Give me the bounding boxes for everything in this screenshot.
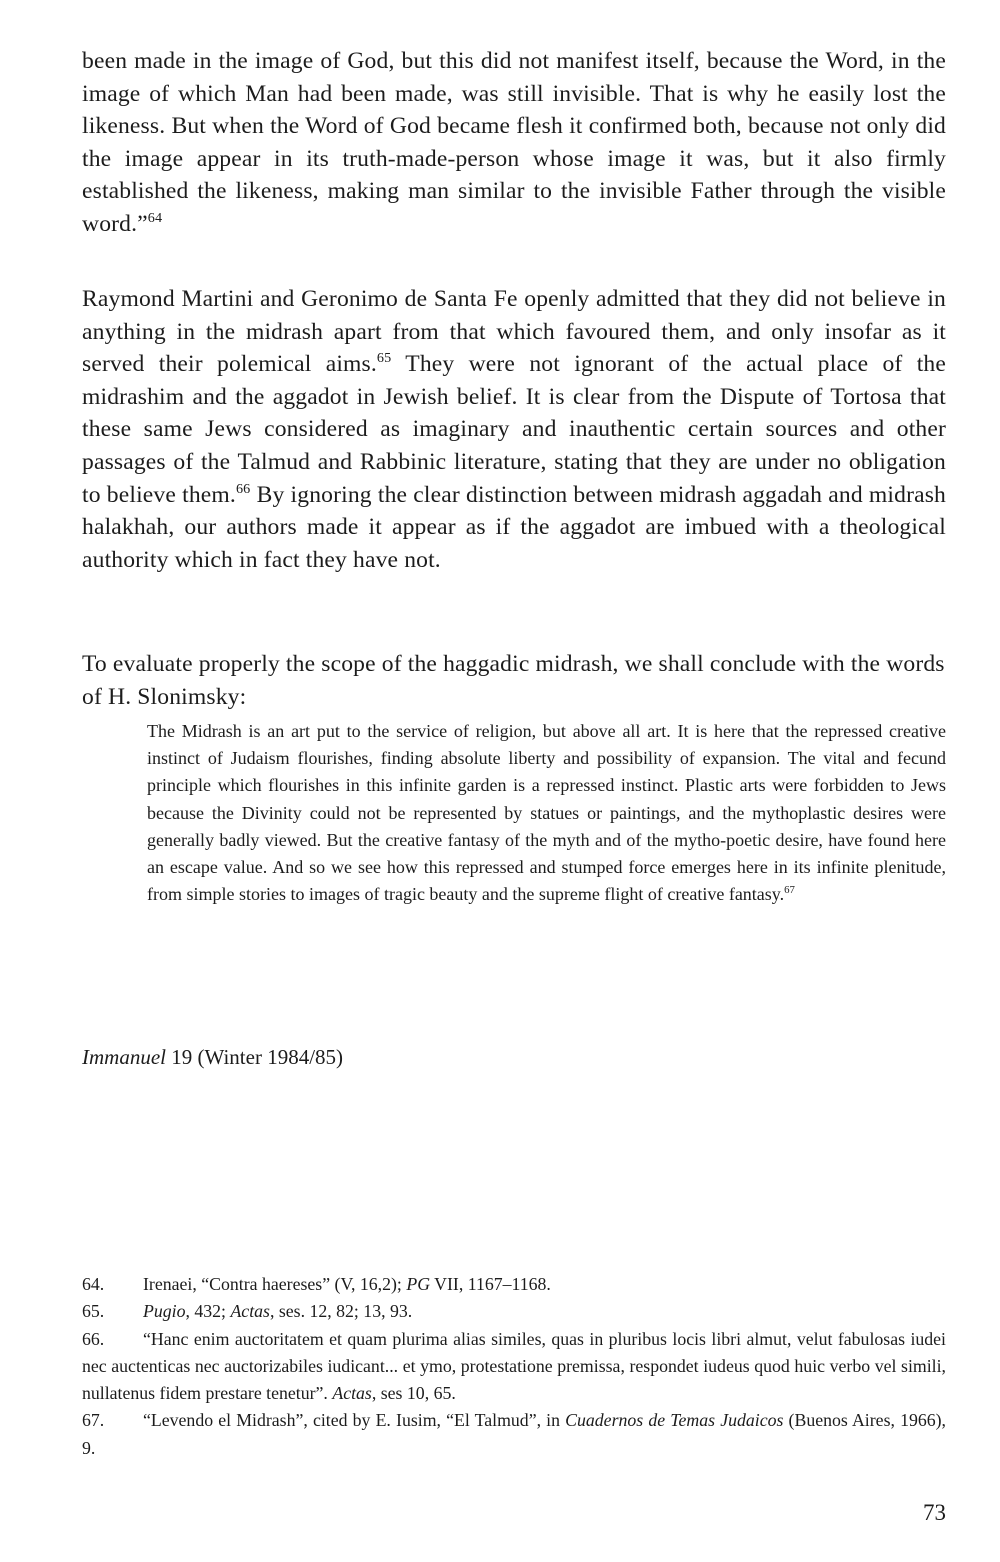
footnote-number: 64. [82,1274,105,1294]
block-quote [147,718,946,908]
paragraph-text: been made in the image of God, but this did not manifest itself, because the Word, in the image of which Man had been made, was still invisible. That is why he easily lost the likeness. But when the Word of God became flesh it confirmed both, because not only did the image appear in its truth-made-person whose image it was, but it also firmly established the likeness, making man similar to the invisible Father through the visible word.” [82,48,946,237]
paragraph-text: They were not ignorant of the actual place of the midrashim and the aggadot in Jewish belief. It is clear from the Dispute of Tortosa that these same Jews considered as imaginary and inauthentic certain sources and other passages of the Talmud and Rabbinic literature, stating that they are under no obligation to believe them. [82,351,946,508]
footnote-number: 66. [82,1328,105,1349]
footnote-text: (Buenos Aires, 1966), 9. [82,1410,947,1458]
journal-citation [82,1043,343,1071]
footnote-text: , 432; [185,1301,231,1322]
paragraph-martini [82,283,946,576]
journal-issue: 19 (Winter 1984/85) [165,1045,344,1069]
paragraph-text: By ignoring the clear distinction between midrash aggadah and midrash halakhah, our authors made it appear as if the aggadot are imbued with a theological authority which in fact they have not. [82,481,946,573]
footnote-text: “Levendo el Midrash”, cited by E. Iusim, “El Talmud”, in [143,1410,566,1431]
footnote-67 [82,1407,946,1462]
footnote-ref-66: 66 [235,480,251,497]
footnote-italic: Pugio [143,1301,186,1322]
footnote-italic: Actas [230,1301,270,1322]
footnote-number: 65. [82,1301,105,1322]
footnote-ref-67: 67 [784,884,795,897]
footnote-66 [82,1326,946,1408]
footnote-text: Irenaei, “Contra haereses” (V, 16,2); [143,1274,407,1294]
journal-title: Immanuel [82,1045,166,1069]
footnote-italic: Actas [332,1383,372,1404]
footnote-number: 67. [82,1410,105,1431]
footnote-text: “Hanc enim auctoritatem et quam plurima alias similes, quas in pluribus locis libri almut, velut fabulosas iudei nec auctenticas nec auctorizabiles iudicant... et ymo, protestatione premissa, respondet iudeus quod huic verbo vel simili, nullatenus fidem prestare tenetur”. [82,1328,946,1404]
paragraph-text: Raymond Martini and Geronimo de Santa Fe openly admitted that they did not believe in anything in the midrash apart from that which favoured them, and only insofar as it served their polemical aims. [82,286,946,378]
paragraph-conclusion [82,648,946,713]
footnote-ref-64: 64 [147,210,163,227]
footnote-65 [82,1298,946,1325]
footnote-italic: Cuadernos de Temas Judaicos [565,1410,784,1431]
footnote-italic: PG [406,1274,431,1294]
page-number: 73 [923,1500,946,1525]
footnote-ref-65: 65 [376,350,392,367]
footnote-text: VII, 1167–1168. [430,1274,551,1294]
paragraph-quotation-end [82,45,946,241]
footnotes [82,1271,946,1462]
footnote-text: , ses. 12, 82; 13, 93. [269,1301,413,1322]
footnote-64 [82,1271,946,1298]
paragraph-text: To evaluate properly the scope of the haggadic midrash, we shall conclude with the words of H. Slonimsky: [82,651,945,710]
quote-text: The Midrash is an art put to the service of religion, but above all art. It is here that the repressed creative instinct of Judaism flourishes, finding absolute liberty and possibility of expansion. The vital and fecund principle which flourishes in this infinite garden is a repressed instinct. Plastic arts were forbidden to Jews because the Divinity could not be represented by statues or paintings, and the mythoplastic desires were generally badly viewed. But the creative fantasy of the myth and of the mytho-poetic desire, have found here an escape value. And so we see how this repressed and stumped force emerges here in its infinite plenitude, from simple stories to images of tragic beauty and the supreme flight of creative fantasy. [147,721,946,905]
footnote-text: , ses 10, 65. [371,1383,456,1404]
